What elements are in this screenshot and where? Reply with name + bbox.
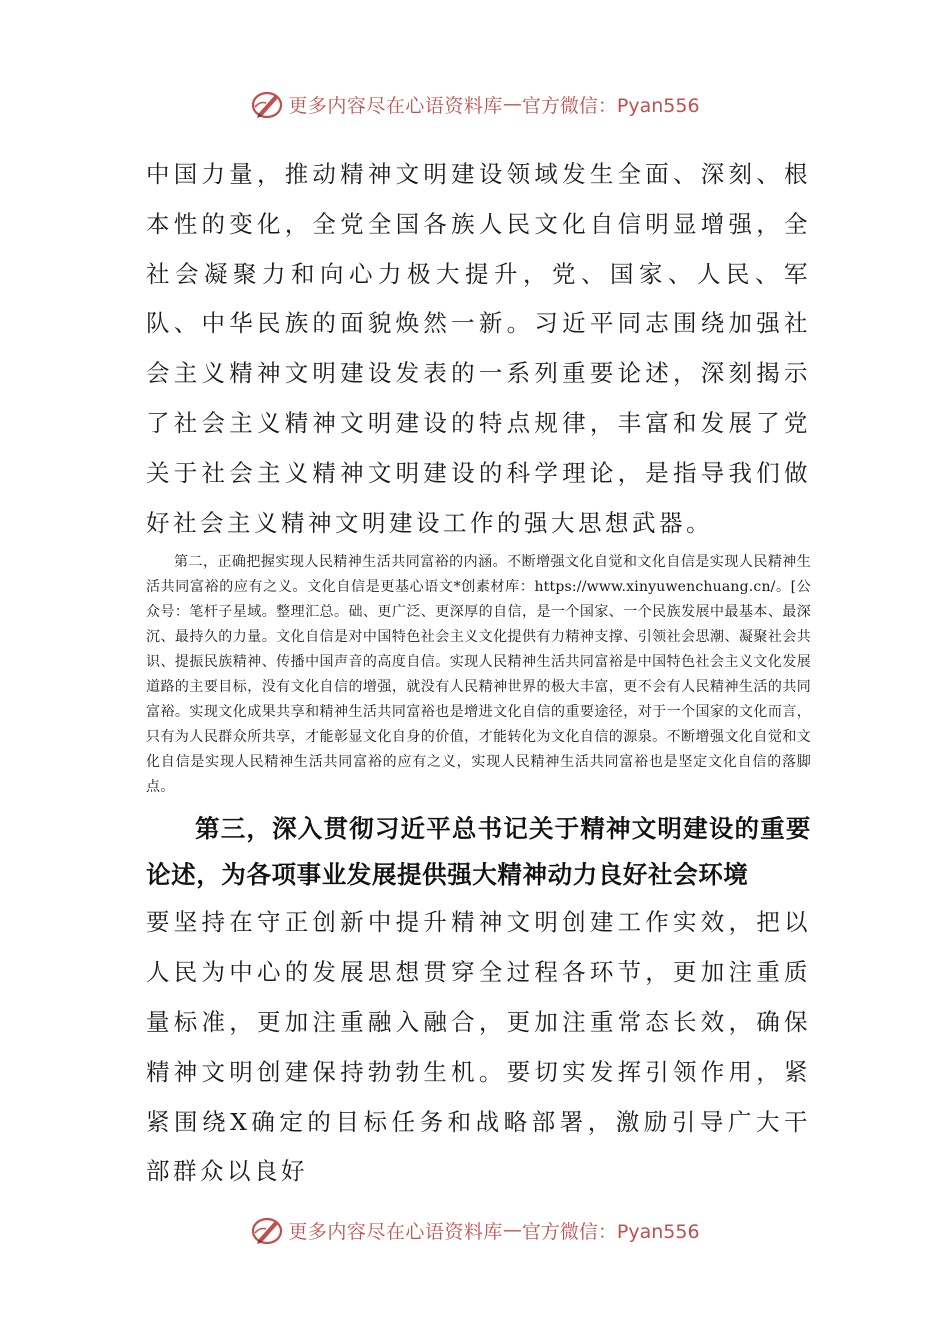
footer-wechat-text: 官方微信：Pyan556 <box>521 1220 700 1243</box>
document-body <box>146 150 811 1197</box>
paragraph-3: 要坚持在守正创新中提升精神文明创建工作实效，把以人民为中心的发展思想贯穿全过程各环节，更加注重质量标准，更加注重融入融合，更加注重常态长效，确保精神文明创建保持勃勃生机。要切实发挥引领作用，紧紧围绕X确定的目标任务和战略部署，激励引导广大干部群众以良好 <box>146 908 811 1186</box>
paragraph-1: 中国力量，推动精神文明建设领域发生全面、深刻、根本性的变化，全党全国各族人民文化自信明显增强，全社会凝聚力和向心力极大提升，党、国家、人民、军队、中华民族的面貌焕然一新。习近平同志围绕加强社会主义精神文明建设发表的一系列重要论述，深刻揭示了社会主义精神文明建设的特点规律，丰富和发展了党关于社会主义精神文明建设的科学理论，是指导我们做好社会主义精神文明建设工作的强大思想武器。 <box>146 160 811 537</box>
paragraph-2: 第二，正确把握实现人民精神生活共同富裕的内涵。不断增强文化自觉和文化自信是实现人民精神生活共同富裕的应有之义。文化自信是更基心语文*创素材库：https://www.xinyuwenchuang.cn/。[公众号：笔杆子星域。整理汇总。础、更广泛、更深厚的自信，是一个国家、一个民族发展中最基本、最深沉、最持久的力量。文化自信是对中国特色社会主义文化提供有力精神支撑、引领社会思潮、凝聚社会共识、提振民族精神、传播中国声音的高度自信。实现人民精神生活共同富裕是中国特色社会主义文化发展道路的主要目标，没有文化自信的增强，就没有人民精神世界的极大丰富，更不会有人民精神生活的共同富裕。实现文化成果共享和精神生活共同富裕也是增进文化自信的重要途径，对于一个国家的文化而言，只有为人民群众所共享，才能彰显文化自身的价值，才能转化为文化自信的源泉。不断增强文化自觉和文化自信是实现人民精神生活共同富裕的应有之义，实现人民精神生活共同富裕也是坚定文化自信的落脚点。 <box>146 554 811 796</box>
section-heading-3: 第三，深入贯彻习近平总书记关于精神文明建设的重要论述，为各项事业发展提供强大精神动力良好社会环境 <box>146 814 811 890</box>
footer-brand-text: 更多内容尽在心语资料库 <box>288 1220 503 1243</box>
pen-circle-logo-icon <box>250 87 284 121</box>
header-banner <box>0 84 950 124</box>
footer-banner <box>0 1210 950 1250</box>
header-brand-text: 更多内容尽在心语资料库 <box>288 94 503 117</box>
footer-dash: — <box>502 1219 522 1241</box>
header-dash: — <box>502 93 522 115</box>
pen-circle-logo-icon <box>250 1213 284 1247</box>
header-wechat-text: 官方微信：Pyan556 <box>521 94 700 117</box>
